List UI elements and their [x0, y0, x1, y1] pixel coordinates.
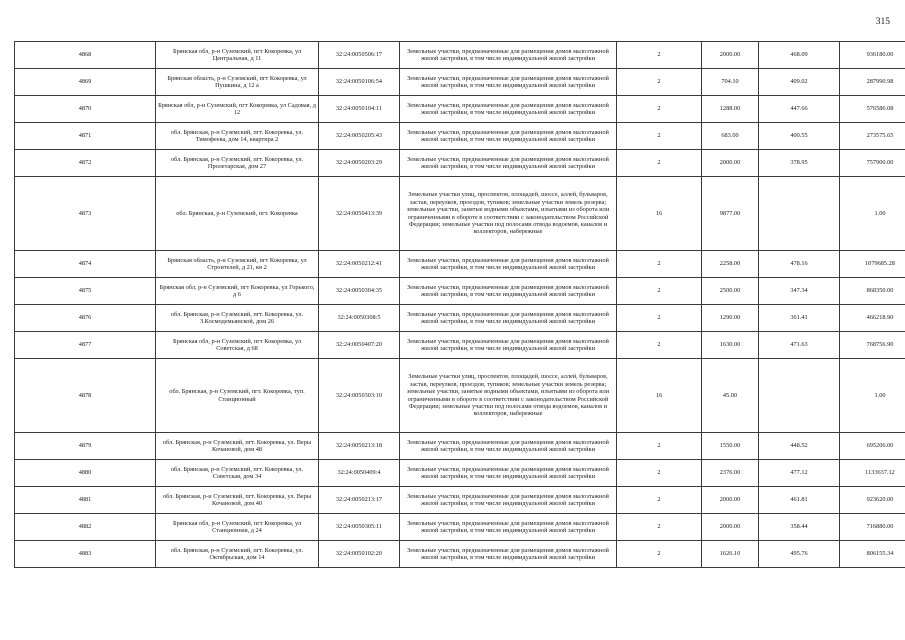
table-row	[15, 278, 905, 305]
group-code-cell: 2	[617, 487, 702, 514]
cadastral-number-cell: 32:24:0050305:11	[319, 514, 400, 541]
table-row	[15, 359, 905, 433]
cadastral-number-cell: 32:24:0050407:20	[319, 332, 400, 359]
cadastral-value-cell: 806155.34	[840, 541, 905, 568]
area-cell: 683.00	[702, 123, 759, 150]
cadastral-value-cell: 923620.00	[840, 487, 905, 514]
land-use-cell: Земельные участки, предназначенные для размещения домов малоэтажной жилой застройки, в том числе индивидуальной жилой застройки	[400, 251, 617, 278]
land-use-cell: Земельные участки, предназначенные для размещения домов малоэтажной жилой застройки, в том числе индивидуальной жилой застройки	[400, 433, 617, 460]
table-row	[15, 332, 905, 359]
row-number: 4871	[15, 123, 156, 150]
land-use-cell: Земельные участки, предназначенные для размещения домов малоэтажной жилой застройки, в том числе индивидуальной жилой застройки	[400, 305, 617, 332]
specific-value-cell: 461.81	[759, 487, 840, 514]
area-cell: 1288.00	[702, 96, 759, 123]
row-number: 4869	[15, 69, 156, 96]
row-number: 4873	[15, 177, 156, 251]
address-cell: Брянская обл, р-н Суземский, пгт Кокоревка, ул Горького, д 6	[156, 278, 319, 305]
specific-value-cell: 477.12	[759, 460, 840, 487]
land-use-cell: Земельные участки, предназначенные для размещения домов малоэтажной жилой застройки, в том числе индивидуальной жилой застройки	[400, 332, 617, 359]
table-body	[15, 42, 905, 568]
specific-value-cell: 478.16	[759, 251, 840, 278]
cadastral-value-cell: 768756.90	[840, 332, 905, 359]
address-cell: Брянская обл, р-н Суземский, пгт Кокоревка, ул Станционная, д 24	[156, 514, 319, 541]
table-row	[15, 150, 905, 177]
area-cell: 45.00	[702, 359, 759, 433]
area-cell: 1290.00	[702, 305, 759, 332]
cadastral-number-cell: 32:24:0050205:43	[319, 123, 400, 150]
specific-value-cell: 400.55	[759, 123, 840, 150]
row-number: 4876	[15, 305, 156, 332]
group-code-cell: 2	[617, 251, 702, 278]
cadastral-number-cell: 32:24:0050106:54	[319, 69, 400, 96]
row-number: 4872	[15, 150, 156, 177]
specific-value-cell: 358.44	[759, 514, 840, 541]
land-use-cell: Земельные участки, предназначенные для размещения домов малоэтажной жилой застройки, в том числе индивидуальной жилой застройки	[400, 487, 617, 514]
cadastral-value-cell: 1.00	[840, 177, 905, 251]
table-row	[15, 177, 905, 251]
area-cell: 2000.00	[702, 150, 759, 177]
table-row	[15, 433, 905, 460]
cadastral-number-cell: 32:24:0050413:39	[319, 177, 400, 251]
address-cell: обл. Брянская, р-н Суземский, пгт. Кокоревка, туп. Станционный	[156, 359, 319, 433]
group-code-cell: 2	[617, 69, 702, 96]
cadastral-number-cell: 32:24:0050213:17	[319, 487, 400, 514]
specific-value-cell: 468.09	[759, 42, 840, 69]
cadastral-number-cell: 32:24:0050104:11	[319, 96, 400, 123]
address-cell: Брянская область, р-н Суземский, пгт Кокоревка, ул Строителей, д 21, кв 2	[156, 251, 319, 278]
table-row	[15, 42, 905, 69]
area-cell: 2000.00	[702, 514, 759, 541]
table-row	[15, 541, 905, 568]
area-cell: 704.10	[702, 69, 759, 96]
address-cell: Брянская область, р-н Суземский, пгт Кокоревка, ул Пушкина, д 12 а	[156, 69, 319, 96]
cadastral-number-cell: 32:24:0050506:17	[319, 42, 400, 69]
land-use-cell: Земельные участки улиц, проспектов, площадей, шоссе, аллей, бульваров, застав, переулков, проездов, тупиков; земельные участки земель резерва; земельные участки, занятые водными объектами, изъятыми из оборота или ограниченными в обороте в соответствии с законодательством Российской Федерации; земельные участки под полосами отвода водоемов, каналов и коллекторов, набережные	[400, 359, 617, 433]
specific-value-cell: 347.34	[759, 278, 840, 305]
group-code-cell: 2	[617, 123, 702, 150]
land-use-cell: Земельные участки, предназначенные для размещения домов малоэтажной жилой застройки, в том числе индивидуальной жилой застройки	[400, 42, 617, 69]
specific-value-cell	[759, 359, 840, 433]
area-cell: 2000.00	[702, 487, 759, 514]
cadastral-value-cell: 466218.90	[840, 305, 905, 332]
area-cell: 2258.00	[702, 251, 759, 278]
specific-value-cell: 361.41	[759, 305, 840, 332]
group-code-cell: 2	[617, 42, 702, 69]
specific-value-cell: 495.76	[759, 541, 840, 568]
group-code-cell: 2	[617, 541, 702, 568]
land-use-cell: Земельные участки, предназначенные для размещения домов малоэтажной жилой застройки, в том числе индивидуальной жилой застройки	[400, 96, 617, 123]
specific-value-cell: 409.02	[759, 69, 840, 96]
row-number: 4875	[15, 278, 156, 305]
cadastral-value-cell: 936180.00	[840, 42, 905, 69]
table-row	[15, 487, 905, 514]
group-code-cell: 2	[617, 332, 702, 359]
cadastral-value-cell: 757900.00	[840, 150, 905, 177]
cadastral-number-cell: 32:24:0050409:4	[319, 460, 400, 487]
group-code-cell: 2	[617, 278, 702, 305]
address-cell: обл. Брянская, р-н Суземский, пгт. Кокоревка	[156, 177, 319, 251]
address-cell: обл. Брянская, р-н Суземский, пгт. Кокоревка, ул. З.Космодемьянской, дом 26	[156, 305, 319, 332]
cadastral-value-cell: 1133637.12	[840, 460, 905, 487]
land-use-cell: Земельные участки, предназначенные для размещения домов малоэтажной жилой застройки, в том числе индивидуальной жилой застройки	[400, 278, 617, 305]
land-use-cell: Земельные участки, предназначенные для размещения домов малоэтажной жилой застройки, в том числе индивидуальной жилой застройки	[400, 460, 617, 487]
row-number: 4880	[15, 460, 156, 487]
table-row	[15, 251, 905, 278]
table-row	[15, 514, 905, 541]
land-use-cell: Земельные участки, предназначенные для размещения домов малоэтажной жилой застройки, в том числе индивидуальной жилой застройки	[400, 514, 617, 541]
row-number: 4874	[15, 251, 156, 278]
specific-value-cell: 447.66	[759, 96, 840, 123]
table-row	[15, 69, 905, 96]
table-row	[15, 305, 905, 332]
cadastral-value-cell: 1079685.28	[840, 251, 905, 278]
address-cell: обл. Брянская, р-н Суземский, пгт. Кокоревка, ул. Октябрьская, дом 14	[156, 541, 319, 568]
address-cell: обл. Брянская, р-н Суземский, пгт. Кокоревка, ул. Тимофеева, дом 14, квартира 2	[156, 123, 319, 150]
specific-value-cell: 378.95	[759, 150, 840, 177]
area-cell: 2000.00	[702, 42, 759, 69]
row-number: 4881	[15, 487, 156, 514]
group-code-cell: 2	[617, 433, 702, 460]
cadastral-value-cell: 576586.08	[840, 96, 905, 123]
land-plots-table	[14, 41, 905, 568]
land-use-cell: Земельные участки, предназначенные для размещения домов малоэтажной жилой застройки, в том числе индивидуальной жилой застройки	[400, 123, 617, 150]
address-cell: Брянская обл, р-н Суземский, пгт Кокоревка, ул Советская, д 68	[156, 332, 319, 359]
table-row	[15, 96, 905, 123]
area-cell: 2376.00	[702, 460, 759, 487]
address-cell: обл. Брянская, р-н Суземский, пгт. Кокоревка, ул. Веры Кочановой, дом 48	[156, 433, 319, 460]
row-number: 4882	[15, 514, 156, 541]
cadastral-number-cell: 32:24:0050304:35	[319, 278, 400, 305]
specific-value-cell: 471.63	[759, 332, 840, 359]
address-cell: обл. Брянская, р-н Суземский, пгт. Кокоревка, ул. Пролетарская, дом 27	[156, 150, 319, 177]
cadastral-value-cell: 868350.00	[840, 278, 905, 305]
land-use-cell: Земельные участки, предназначенные для размещения домов малоэтажной жилой застройки, в том числе индивидуальной жилой застройки	[400, 541, 617, 568]
cadastral-value-cell: 1.00	[840, 359, 905, 433]
table-row	[15, 123, 905, 150]
group-code-cell: 2	[617, 514, 702, 541]
land-use-cell: Земельные участки улиц, проспектов, площадей, шоссе, аллей, бульваров, застав, переулков, проездов, тупиков; земельные участки земель резерва; земельные участки, занятые водными объектами, изъятыми из оборота или ограниченными в обороте в соответствии с законодательством Российской Федерации; земельные участки под полосами отвода водоемов, каналов и коллекторов, набережные	[400, 177, 617, 251]
address-cell: Брянская обл, р-н Суземский, пгт Кокоревка, ул Центральная, д 11	[156, 42, 319, 69]
cadastral-value-cell: 716880.00	[840, 514, 905, 541]
cadastral-number-cell: 32:24:0050308:5	[319, 305, 400, 332]
area-cell: 2500.00	[702, 278, 759, 305]
area-cell: 9877.00	[702, 177, 759, 251]
table-row	[15, 460, 905, 487]
row-number: 4878	[15, 359, 156, 433]
cadastral-value-cell: 287990.98	[840, 69, 905, 96]
row-number: 4868	[15, 42, 156, 69]
cadastral-number-cell: 32:24:0050212:41	[319, 251, 400, 278]
row-number: 4879	[15, 433, 156, 460]
address-cell: обл. Брянская, р-н Суземский, пгт. Кокоревка, ул. Советская, дом 34	[156, 460, 319, 487]
specific-value-cell: 448.52	[759, 433, 840, 460]
cadastral-number-cell: 32:24:0050213:18	[319, 433, 400, 460]
area-cell: 1630.00	[702, 332, 759, 359]
group-code-cell: 16	[617, 359, 702, 433]
row-number: 4877	[15, 332, 156, 359]
address-cell: обл. Брянская, р-н Суземский, пгт. Кокоревка, ул. Веры Кочановой, дом 40	[156, 487, 319, 514]
land-use-cell: Земельные участки, предназначенные для размещения домов малоэтажной жилой застройки, в том числе индивидуальной жилой застройки	[400, 69, 617, 96]
cadastral-value-cell: 695206.00	[840, 433, 905, 460]
cadastral-value-cell: 273575.65	[840, 123, 905, 150]
group-code-cell: 16	[617, 177, 702, 251]
area-cell: 1550.00	[702, 433, 759, 460]
cadastral-number-cell: 32:24:0050303:10	[319, 359, 400, 433]
area-cell: 1626.10	[702, 541, 759, 568]
address-cell: Брянская обл, р-н Суземский, пгт Кокоревка, ул Садовая, д 12	[156, 96, 319, 123]
row-number: 4870	[15, 96, 156, 123]
group-code-cell: 2	[617, 96, 702, 123]
specific-value-cell	[759, 177, 840, 251]
group-code-cell: 2	[617, 150, 702, 177]
page-number: 315	[875, 17, 890, 27]
group-code-cell: 2	[617, 305, 702, 332]
group-code-cell: 2	[617, 460, 702, 487]
row-number: 4883	[15, 541, 156, 568]
cadastral-number-cell: 32:24:0050203:29	[319, 150, 400, 177]
land-use-cell: Земельные участки, предназначенные для размещения домов малоэтажной жилой застройки, в том числе индивидуальной жилой застройки	[400, 150, 617, 177]
cadastral-number-cell: 32:24:0050102:20	[319, 541, 400, 568]
